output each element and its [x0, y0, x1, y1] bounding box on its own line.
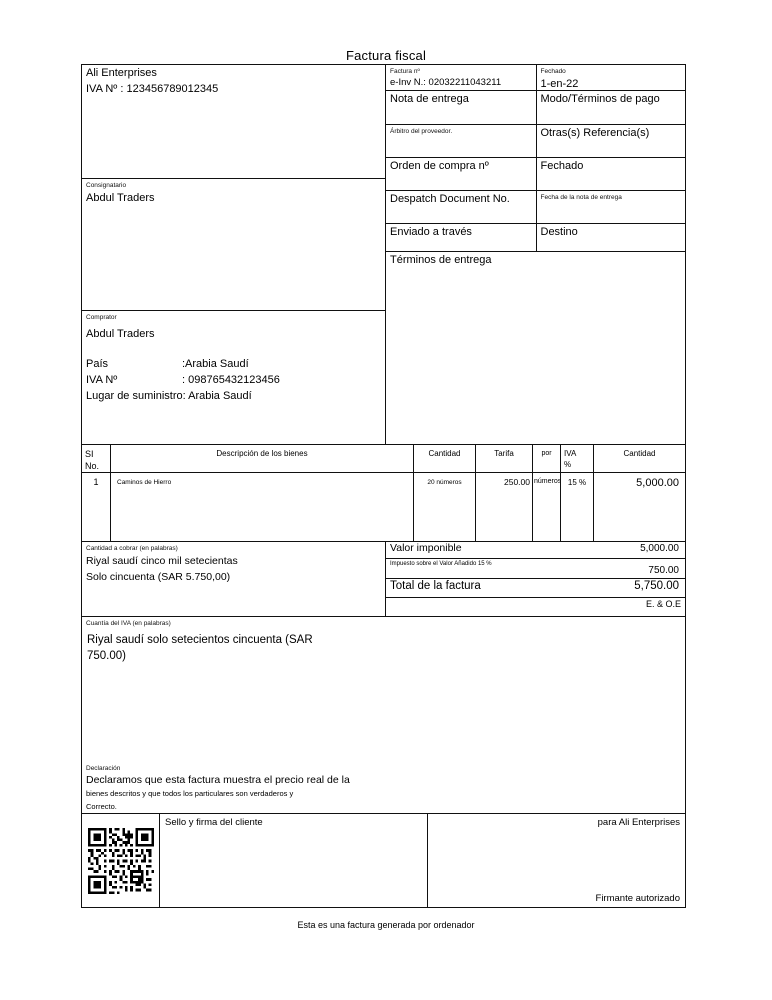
terms-of-delivery-label: Términos de entrega — [390, 254, 492, 266]
buyer-vat-row — [82, 372, 385, 388]
cell-amount: 5,000.00 — [593, 473, 685, 541]
col-amount-label: Cantidad — [623, 449, 656, 458]
col-rate-label: Tarifa — [494, 449, 514, 458]
col-description-label: Descripción de los bienes — [216, 449, 308, 458]
invoice-no-value: e-Inv N.: 02032211043211 — [390, 77, 502, 88]
taxable-value-amount: 5,000.00 — [640, 543, 679, 554]
col-amount — [593, 445, 685, 472]
consignee-name: Abdul Traders — [86, 192, 155, 204]
order-date-cell — [536, 158, 686, 191]
consignee-box — [82, 179, 385, 311]
cell-quantity: 20 números — [413, 473, 475, 541]
despatched-through-label: Enviado a través — [390, 226, 472, 238]
declaration-label: Declaración — [86, 765, 121, 772]
col-rate — [475, 445, 532, 472]
qr-code-icon — [88, 828, 154, 894]
cell-description: Caminos de Hierro — [110, 473, 413, 541]
vat-row — [386, 559, 685, 579]
invoice-date-label: Fechado — [540, 68, 566, 75]
supplier-ref-cell — [386, 125, 536, 158]
seller-box — [82, 65, 385, 179]
col-sl-no-line2: No. — [85, 461, 100, 471]
invoice-sheet — [81, 64, 686, 908]
other-refs-cell — [536, 125, 686, 158]
col-sl-no — [82, 445, 110, 472]
cell-rate: 250.00 — [475, 473, 532, 541]
customer-stamp-label: Sello y firma del cliente — [165, 817, 263, 828]
delivery-note-date-cell — [536, 191, 686, 224]
col-vat-line1: IVA — [564, 449, 577, 458]
eoe-row — [386, 598, 685, 616]
buyer-country-key: País — [86, 358, 109, 370]
invoice-total-amount: 5,750.00 — [634, 580, 679, 592]
invoice-date-value: 1-en-22 — [540, 78, 579, 90]
buyer-country-value: :Arabia Saudí — [182, 358, 249, 370]
buyer-vat-key: IVA Nº — [86, 374, 118, 386]
cell-vat-pct: 15 % — [560, 473, 593, 541]
terms-of-delivery-cell — [386, 252, 685, 444]
invoice-total-label: Total de la factura — [390, 580, 481, 592]
buyers-order-label: Orden de compra nº — [390, 160, 489, 172]
col-vat — [560, 445, 593, 472]
despatched-through-cell — [386, 224, 536, 252]
destination-cell — [536, 224, 686, 252]
payment-terms-label: Modo/Términos de pago — [540, 93, 660, 105]
order-date-label: Fechado — [540, 160, 584, 172]
destination-label: Destino — [540, 226, 578, 238]
invoice-no-cell — [386, 65, 536, 91]
qr-code-cell — [82, 814, 159, 907]
buyer-vat-value: : 098765432123456 — [182, 374, 280, 386]
amount-words-column — [82, 542, 385, 616]
authorised-signatory-cell — [427, 814, 685, 907]
despatch-doc-label: Despatch Document No. — [390, 193, 510, 205]
delivery-note-date-label: Fecha de la nota de entrega — [540, 194, 622, 201]
col-quantity-label: Cantidad — [428, 449, 461, 458]
party-column — [82, 65, 385, 444]
other-refs-label: Otras(s) Referencia(s) — [540, 127, 650, 139]
meta-row-despatched-through — [386, 224, 685, 252]
delivery-note-cell — [386, 91, 536, 125]
header-block — [82, 65, 685, 444]
vat-label: Impuesto sobre el Valor Añadido 15 % — [390, 561, 492, 567]
cell-per: números — [532, 473, 560, 541]
table-row — [82, 473, 685, 542]
meta-row-terms-of-delivery — [386, 252, 685, 444]
col-per — [532, 445, 560, 472]
amount-in-words-label: Cantidad a cobrar (en palabras) — [86, 545, 178, 552]
taxable-value-label: Valor imponible — [390, 542, 462, 554]
buyer-label: Comprator — [86, 314, 117, 321]
cell-sl-no: 1 — [93, 477, 99, 487]
items-table-header — [82, 444, 685, 473]
despatch-doc-cell — [386, 191, 536, 224]
eoe-text: E. & O.E — [645, 599, 681, 609]
seller-vat: IVA Nº : 123456789012345 — [86, 83, 219, 95]
payment-terms-cell — [536, 91, 686, 125]
declaration-box — [82, 762, 685, 814]
meta-column — [385, 65, 685, 444]
buyer-box — [82, 311, 385, 444]
meta-row-supplier-ref — [386, 125, 685, 158]
buyer-place-of-supply-text: Lugar de suministro: Arabia Saudí — [86, 390, 252, 402]
vat-in-words-line2: 750.00) — [87, 650, 127, 662]
buyer-country-row — [82, 356, 385, 372]
customer-stamp-cell — [159, 814, 427, 907]
supplier-ref-label: Árbitro del proveedor. — [390, 128, 453, 135]
declaration-line3: Correcto. — [86, 802, 117, 811]
meta-row-delivery-note — [386, 91, 685, 125]
amount-in-words-box — [82, 542, 385, 596]
col-sl-no-line1: SI — [85, 449, 94, 459]
invoice-no-label: Factura nº — [390, 68, 420, 75]
taxable-value-row — [386, 542, 685, 559]
consignee-label: Consignatario — [86, 182, 127, 189]
computer-generated-note: Esta es una factura generada por ordenador — [297, 920, 475, 930]
authorised-signatory-label: Firmante autorizado — [595, 893, 680, 904]
signature-block — [82, 814, 685, 907]
amount-in-words-line2: Solo cincuenta (SAR 5.750,00) — [86, 571, 231, 583]
vat-in-words-label: Cuantía del IVA (en palabras) — [86, 620, 171, 627]
col-vat-line2: % — [564, 460, 572, 469]
vat-amount: 750.00 — [648, 565, 679, 576]
vat-in-words-box — [82, 616, 685, 762]
invoice-date-cell — [536, 65, 686, 91]
buyer-place-of-supply — [82, 388, 385, 404]
col-quantity — [413, 445, 475, 472]
buyers-order-cell — [386, 158, 536, 191]
declaration-line2: bienes descritos y que todos los particulares son verdaderos y — [86, 789, 294, 798]
totals-block — [82, 542, 685, 616]
meta-row-invoice — [386, 65, 685, 91]
delivery-note-label: Nota de entrega — [390, 93, 469, 105]
amount-in-words-line1: Riyal saudí cinco mil setecientas — [86, 555, 238, 567]
buyer-name: Abdul Traders — [86, 328, 155, 340]
meta-row-buyers-order — [386, 158, 685, 191]
invoice-total-row — [386, 579, 685, 598]
col-description — [110, 445, 413, 472]
col-per-label: por — [541, 450, 552, 457]
seller-name: Ali Enterprises — [86, 67, 157, 79]
for-company-label: para Ali Enterprises — [597, 817, 680, 828]
meta-row-despatch-doc — [386, 191, 685, 224]
vat-in-words-line1: Riyal saudí solo setecientos cincuenta (SAR — [87, 634, 313, 646]
declaration-line1: Declaramos que esta factura muestra el precio real de la — [86, 774, 350, 786]
page-title: Factura fiscal — [345, 48, 427, 63]
totals-column — [385, 542, 685, 616]
